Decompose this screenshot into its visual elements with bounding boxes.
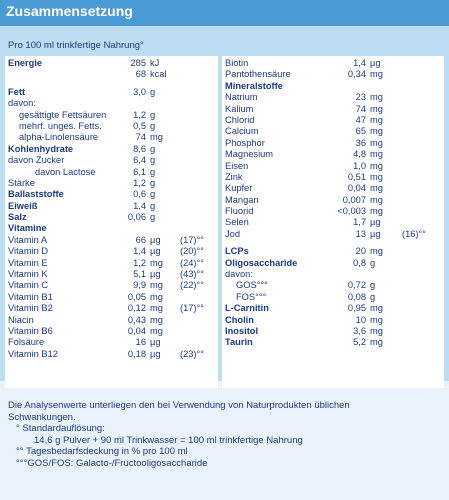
nutrient-row xyxy=(222,58,444,69)
nutrient-label: Energie xyxy=(8,58,43,68)
nutrient-unit: g xyxy=(370,257,376,268)
nutrient-label: Jod xyxy=(225,228,240,239)
nutrient-value: 1,7 xyxy=(353,217,366,228)
nutrient-value: 74 xyxy=(355,103,366,114)
footnote-standard: ° Standardauflösung: xyxy=(16,423,105,434)
nutrient-label: Mangan xyxy=(225,194,259,205)
nutrient-unit: g xyxy=(150,200,156,211)
nutrient-unit: mg xyxy=(150,132,163,143)
nutrient-value: 0,5 xyxy=(133,120,146,131)
nutrient-value: 0,95 xyxy=(347,303,366,314)
nutrient-row xyxy=(222,195,444,206)
nutrient-value: 1,4 xyxy=(133,200,146,211)
nutrient-label: Taurin xyxy=(225,337,253,348)
nutrient-unit: µg xyxy=(370,228,381,239)
nutrient-row xyxy=(5,121,218,132)
nutrient-row xyxy=(222,126,444,137)
nutrient-label: Stärke xyxy=(8,177,35,188)
nutrient-unit: mg xyxy=(370,114,383,125)
nutrient-label: Vitamin D xyxy=(8,246,49,257)
footnote-gos-fos: °°°GOS/FOS: Galacto-/Fructooligosaccharide xyxy=(16,457,208,469)
nutrient-value: 1,2 xyxy=(133,257,146,268)
nutrient-row xyxy=(5,349,218,360)
page-title: Zusammensetzung xyxy=(6,3,133,19)
nutrient-row xyxy=(222,161,444,172)
nutrient-label: Inositol xyxy=(225,325,259,336)
nutrient-value: 0,34 xyxy=(347,69,366,80)
nutrient-value: 13 xyxy=(355,228,366,239)
nutrient-row xyxy=(5,280,218,291)
nutrient-unit: mg xyxy=(370,183,383,194)
nutrient-unit: g xyxy=(150,166,156,177)
nutrient-unit: mg xyxy=(370,246,383,257)
nutrient-value: 5,2 xyxy=(353,337,366,348)
nutrient-daily-percent: (22)°° xyxy=(180,280,204,291)
nutrient-label: Ballaststoffe xyxy=(8,189,64,200)
nutrient-daily-percent: (23)°° xyxy=(180,348,204,359)
nutrient-value: 0,72 xyxy=(347,280,366,291)
nutrient-label: Fluorid xyxy=(225,206,254,217)
nutrient-unit: mg xyxy=(370,69,383,80)
nutrient-label: Phosphor xyxy=(225,137,265,148)
nutrient-unit: mg xyxy=(150,280,163,291)
nutrient-row xyxy=(222,258,444,269)
nutrient-unit: µg xyxy=(150,234,161,245)
nutrient-row xyxy=(222,183,444,194)
nutrient-label: Chlorid xyxy=(225,114,255,125)
nutrient-unit: mg xyxy=(150,303,163,314)
nutrient-label: Zink xyxy=(225,171,243,182)
nutrient-row xyxy=(222,229,444,240)
nutrient-value: 1,4 xyxy=(133,246,146,257)
nutrient-unit: µg xyxy=(370,58,381,68)
nutrient-unit: g xyxy=(150,86,156,97)
nutrient-value: 0,43 xyxy=(127,314,146,325)
footnote-standard-detail: 14,6 g Pulver + 90 ml Trinkwasser = 100 ml trinkfertige Nahrung xyxy=(34,434,303,446)
nutrient-unit: g xyxy=(150,177,156,188)
nutrient-value: 23 xyxy=(355,92,366,103)
nutrient-label: davon: xyxy=(225,269,253,280)
nutrient-unit: mg xyxy=(370,303,383,314)
nutrient-row xyxy=(222,292,444,303)
nutrient-label: Salz xyxy=(8,212,27,223)
nutrient-row xyxy=(5,189,218,200)
nutrient-row xyxy=(5,337,218,348)
nutrient-value: 0,51 xyxy=(347,171,366,182)
footnote-daily-need: °° Tagesbedarfsdeckung in % pro 100 ml xyxy=(16,446,188,457)
nutrient-daily-percent: (16)°° xyxy=(402,228,426,239)
nutrient-value: 74 xyxy=(135,132,146,143)
nutrient-value: 6,1 xyxy=(133,166,146,177)
nutrient-label: Vitamin A xyxy=(8,234,48,245)
nutrient-label: Eiweiß xyxy=(8,200,38,211)
nutrient-value: 0,18 xyxy=(127,348,146,359)
nutrient-row xyxy=(222,217,444,228)
nutrient-daily-percent: (20)°° xyxy=(180,246,204,257)
nutrient-unit: g xyxy=(150,109,156,120)
nutrient-row xyxy=(222,115,444,126)
nutrient-label: L-Carnitin xyxy=(225,303,269,314)
nutrient-label: Vitamin E xyxy=(8,257,48,268)
nutrient-unit: mg xyxy=(150,257,163,268)
nutrient-value: 285 xyxy=(130,58,146,68)
nutrient-row xyxy=(5,201,218,212)
nutrient-row xyxy=(5,155,218,166)
nutrient-label: Vitamine xyxy=(8,223,47,234)
nutrient-row xyxy=(5,246,218,257)
nutrient-value: 68 xyxy=(135,69,146,80)
nutrient-unit: µg xyxy=(150,337,161,348)
nutrient-label: Magnesium xyxy=(225,149,274,160)
nutrient-unit: kJ xyxy=(150,58,160,68)
nutrient-value: 3,6 xyxy=(353,325,366,336)
nutrient-label: Folsäure xyxy=(8,337,45,348)
nutrient-row xyxy=(5,269,218,280)
nutrient-row xyxy=(222,104,444,115)
nutrient-daily-percent: (43)°° xyxy=(180,269,204,280)
nutrient-row xyxy=(5,69,218,80)
nutrient-label: Biotin xyxy=(225,58,249,68)
nutrient-value: 6,4 xyxy=(133,155,146,166)
nutrient-row xyxy=(5,303,218,314)
nutrient-row xyxy=(222,138,444,149)
nutrient-row xyxy=(222,246,444,257)
nutrient-value: 0,06 xyxy=(127,212,146,223)
nutrient-unit: mg xyxy=(370,160,383,171)
nutrient-value: 0,04 xyxy=(347,183,366,194)
nutrient-row xyxy=(222,303,444,314)
nutrient-label: LCPs xyxy=(225,246,249,257)
nutrient-unit: mg xyxy=(150,291,163,302)
nutrient-row xyxy=(5,167,218,178)
nutrient-unit: µg xyxy=(150,269,161,280)
nutrient-label: Vitamin B2 xyxy=(8,303,53,314)
nutrient-label: FOS°°° xyxy=(236,291,267,302)
nutrient-unit: g xyxy=(150,189,156,200)
nutrient-unit: µg xyxy=(150,348,161,359)
nutrient-unit: mg xyxy=(150,325,163,336)
nutrient-daily-percent: (17)°° xyxy=(180,303,204,314)
nutrient-unit: µg xyxy=(150,246,161,257)
nutrient-value: 1,2 xyxy=(133,177,146,188)
nutrient-label: davon Lactose xyxy=(35,166,96,177)
nutrient-unit: mg xyxy=(370,325,383,336)
nutrient-label: Vitamin C xyxy=(8,280,49,291)
nutrient-value: 0,12 xyxy=(127,303,146,314)
nutrient-row xyxy=(5,223,218,234)
nutrient-value: 20 xyxy=(355,246,366,257)
nutrient-row xyxy=(5,144,218,155)
footnote-line: Die Analysenwerte unterliegen den bei Verwendung von Naturprodukten üblichen xyxy=(8,400,350,411)
nutrient-unit: µg xyxy=(370,217,381,228)
nutrient-label: alpha-Linolensäure xyxy=(19,132,99,143)
nutrient-row xyxy=(5,178,218,189)
nutrient-label: Niacin xyxy=(8,314,34,325)
nutrient-unit: mg xyxy=(370,137,383,148)
nutrient-label: Vitamin B1 xyxy=(8,291,53,302)
nutrient-unit: mg xyxy=(370,314,383,325)
nutrient-value: 1,0 xyxy=(353,160,366,171)
right-nutrition-panel xyxy=(222,56,444,388)
nutrient-row xyxy=(5,87,218,98)
nutrient-row xyxy=(222,92,444,103)
nutrient-value: 4,8 xyxy=(353,149,366,160)
nutrient-value: 1,2 xyxy=(133,109,146,120)
nutrient-unit: mg xyxy=(370,206,383,217)
nutrient-value: 5,1 xyxy=(133,269,146,280)
nutrient-daily-percent: (17)°° xyxy=(180,234,204,245)
nutrient-label: Pantothensäure xyxy=(225,69,291,80)
nutrient-label: Fett xyxy=(8,86,26,97)
nutrient-value: 66 xyxy=(135,234,146,245)
nutrient-row xyxy=(222,172,444,183)
nutrient-row xyxy=(5,326,218,337)
nutrient-label: Kohlenhydrate xyxy=(8,143,74,154)
nutrient-row xyxy=(222,315,444,326)
nutrient-value: 0,04 xyxy=(127,325,146,336)
nutrient-label: Eisen xyxy=(225,160,249,171)
nutrient-value: 1,4 xyxy=(353,58,366,68)
left-nutrition-panel xyxy=(5,56,218,388)
nutrient-label: Natrium xyxy=(225,92,258,103)
nutrient-unit: mg xyxy=(370,171,383,182)
nutrient-row xyxy=(5,132,218,143)
nutrient-row xyxy=(5,235,218,246)
nutrient-unit: mg xyxy=(150,314,163,325)
nutrient-value: 9,9 xyxy=(133,280,146,291)
nutrient-unit: kcal xyxy=(150,69,167,80)
nutrient-unit: g xyxy=(150,212,156,223)
nutrient-label: Kupfer xyxy=(225,183,253,194)
nutrient-row xyxy=(5,110,218,121)
nutrient-label: Vitamin K xyxy=(8,269,48,280)
nutrient-label: Vitamin B6 xyxy=(8,325,53,336)
footnotes xyxy=(8,400,443,469)
nutrient-unit: g xyxy=(150,143,156,154)
nutrient-unit: mg xyxy=(370,337,383,348)
nutrient-value: 65 xyxy=(355,126,366,137)
header-bar xyxy=(0,0,449,26)
nutrient-unit: g xyxy=(150,120,156,131)
nutrient-row xyxy=(5,212,218,223)
nutrient-unit: g xyxy=(370,280,376,291)
nutrient-value: 0,8 xyxy=(353,257,366,268)
nutrient-unit: mg xyxy=(370,92,383,103)
nutrient-value: 8,6 xyxy=(133,143,146,154)
nutrient-label: Kalium xyxy=(225,103,254,114)
nutrient-row xyxy=(222,337,444,348)
nutrient-value: <0,003 xyxy=(337,206,366,217)
nutrient-label: Cholin xyxy=(225,314,254,325)
nutrient-label: davon: xyxy=(8,98,36,109)
nutrient-row xyxy=(5,58,218,69)
nutrient-row xyxy=(222,269,444,280)
nutrient-row xyxy=(222,206,444,217)
nutrient-unit: mg xyxy=(370,126,383,137)
nutrient-label: gesättigte Fettsäuren xyxy=(19,109,107,120)
nutrient-unit: g xyxy=(150,155,156,166)
nutrient-unit: g xyxy=(370,291,376,302)
nutrient-value: 0,05 xyxy=(127,291,146,302)
nutrient-row xyxy=(222,149,444,160)
nutrient-unit: mg xyxy=(370,149,383,160)
nutrient-label: GOS°°° xyxy=(236,280,268,291)
nutrient-value: 0,08 xyxy=(347,291,366,302)
nutrient-label: mehrf. unges. Fetts. xyxy=(19,120,102,131)
nutrient-unit: mg xyxy=(370,103,383,114)
nutrient-value: 10 xyxy=(355,314,366,325)
nutrient-row xyxy=(5,315,218,326)
nutrient-daily-percent: (24)°° xyxy=(180,257,204,268)
footnote-line: Schwankungen. xyxy=(8,411,76,423)
nutrient-value: 47 xyxy=(355,114,366,125)
nutrient-value: 16 xyxy=(135,337,146,348)
table-subtitle: Pro 100 ml trinkfertige Nahrung° xyxy=(8,40,144,51)
nutrient-row xyxy=(222,280,444,291)
nutrient-row xyxy=(222,326,444,337)
nutrient-row xyxy=(5,292,218,303)
nutrient-label: Vitamin B12 xyxy=(8,348,58,359)
nutrient-label: davon Zucker xyxy=(8,155,65,166)
nutrient-row xyxy=(222,69,444,80)
nutrient-label: Mineralstoffe xyxy=(225,80,283,91)
nutrient-row xyxy=(5,258,218,269)
nutrient-label: Selen xyxy=(225,217,249,228)
nutrient-value: 36 xyxy=(355,137,366,148)
nutrient-value: 0,007 xyxy=(342,194,366,205)
nutrient-row xyxy=(222,81,444,92)
nutrient-label: Oligosaccharide xyxy=(225,257,298,268)
nutrient-row xyxy=(5,98,218,109)
nutrient-label: Calcium xyxy=(225,126,259,137)
nutrient-value: 0,6 xyxy=(133,189,146,200)
nutrient-unit: mg xyxy=(370,194,383,205)
nutrient-value: 3,0 xyxy=(133,86,146,97)
